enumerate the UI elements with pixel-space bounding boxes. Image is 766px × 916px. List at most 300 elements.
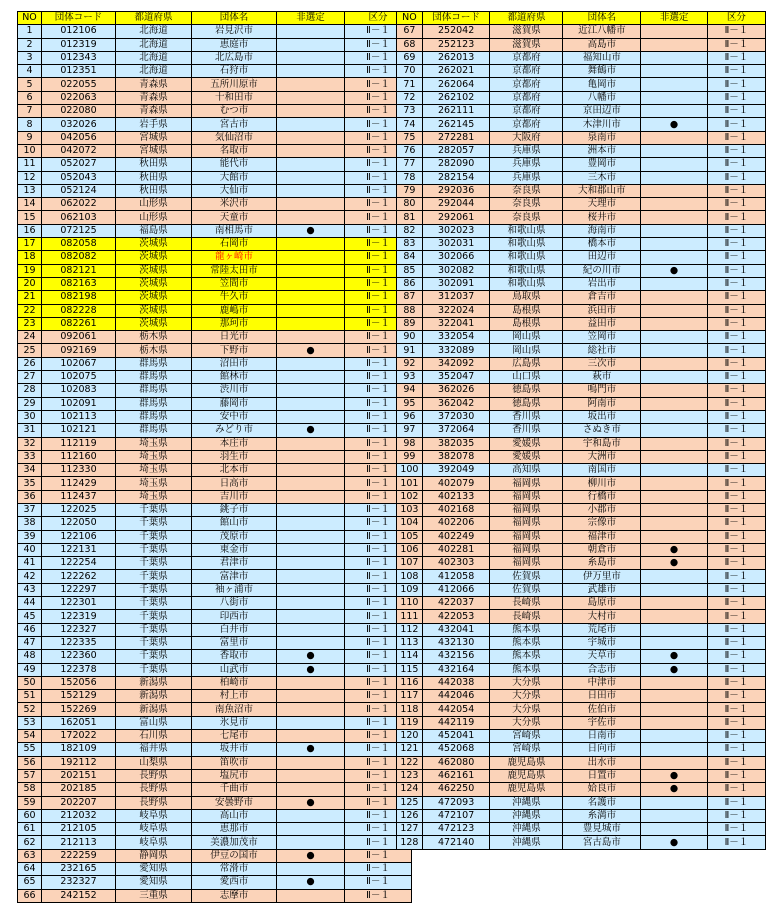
cell-city: 阿南市 [563, 397, 641, 410]
cell-non-selected [641, 610, 708, 623]
table-row [18, 650, 412, 663]
cell-city: 那珂市 [192, 317, 277, 330]
table-row [397, 158, 766, 171]
cell-prefecture: 滋賀県 [490, 25, 563, 38]
cell-prefecture: 青森県 [116, 78, 192, 91]
cell-no: 16 [18, 224, 42, 237]
cell-non-selected [641, 477, 708, 490]
cell-code: 112160 [42, 450, 116, 463]
cell-no: 38 [18, 517, 42, 530]
cell-kubun: Ⅱ－１ [345, 796, 412, 809]
cell-kubun: Ⅱ－１ [345, 543, 412, 556]
cell-prefecture: 秋田県 [116, 184, 192, 197]
cell-city: 八街市 [192, 597, 277, 610]
cell-code: 022080 [42, 105, 116, 118]
table-row [397, 570, 766, 583]
cell-non-selected: ● [641, 557, 708, 570]
cell-no: 14 [18, 198, 42, 211]
cell-prefecture: 新潟県 [116, 703, 192, 716]
cell-no: 2 [18, 38, 42, 51]
cell-no: 44 [18, 597, 42, 610]
cell-non-selected [641, 490, 708, 503]
cell-non-selected: ● [277, 224, 345, 237]
cell-no: 84 [397, 251, 423, 264]
cell-no: 50 [18, 676, 42, 689]
cell-non-selected [277, 889, 345, 902]
cell-code: 112330 [42, 464, 116, 477]
cell-city: 能代市 [192, 158, 277, 171]
cell-city: 十和田市 [192, 91, 277, 104]
table-row [18, 636, 412, 649]
cell-kubun: Ⅱ－１ [707, 38, 765, 51]
cell-kubun: Ⅱ－１ [707, 730, 765, 743]
header-code: 団体コード [42, 12, 116, 25]
cell-city: 名取市 [192, 144, 277, 157]
cell-code: 252123 [422, 38, 490, 51]
table-row [397, 623, 766, 636]
cell-no: 100 [397, 464, 423, 477]
cell-kubun: Ⅱ－１ [345, 769, 412, 782]
cell-city: 宮古島市 [563, 836, 641, 849]
table-row [397, 38, 766, 51]
cell-non-selected [277, 78, 345, 91]
cell-non-selected [641, 676, 708, 689]
cell-city: 茂原市 [192, 530, 277, 543]
cell-non-selected [277, 809, 345, 822]
cell-city: 石岡市 [192, 238, 277, 251]
cell-non-selected [277, 251, 345, 264]
cell-kubun: Ⅱ－１ [707, 291, 765, 304]
cell-prefecture: 奈良県 [490, 198, 563, 211]
cell-prefecture: 千葉県 [116, 503, 192, 516]
table-row [18, 158, 412, 171]
cell-no: 28 [18, 384, 42, 397]
cell-city: 海南市 [563, 224, 641, 237]
cell-non-selected [277, 144, 345, 157]
cell-no: 39 [18, 530, 42, 543]
cell-code: 432164 [422, 663, 490, 676]
cell-city: 北広島市 [192, 51, 277, 64]
table-row [18, 304, 412, 317]
cell-kubun: Ⅱ－１ [345, 251, 412, 264]
cell-non-selected [277, 410, 345, 423]
cell-city: 八幡市 [563, 91, 641, 104]
cell-no: 91 [397, 344, 423, 357]
cell-prefecture: 奈良県 [490, 211, 563, 224]
cell-city: 志摩市 [192, 889, 277, 902]
cell-code: 012343 [42, 51, 116, 64]
cell-no: 90 [397, 331, 423, 344]
cell-non-selected [277, 304, 345, 317]
table-row [397, 783, 766, 796]
cell-kubun: Ⅱ－１ [707, 198, 765, 211]
cell-prefecture: 富山県 [116, 716, 192, 729]
cell-prefecture: 広島県 [490, 357, 563, 370]
cell-code: 122319 [42, 610, 116, 623]
table-row [397, 91, 766, 104]
cell-no: 107 [397, 557, 423, 570]
cell-kubun: Ⅱ－１ [345, 25, 412, 38]
cell-kubun: Ⅱ－１ [345, 91, 412, 104]
cell-kubun: Ⅱ－１ [345, 557, 412, 570]
cell-non-selected [641, 756, 708, 769]
cell-code: 252042 [422, 25, 490, 38]
cell-non-selected [641, 304, 708, 317]
cell-kubun: Ⅱ－１ [345, 78, 412, 91]
table-row [397, 716, 766, 729]
cell-kubun: Ⅱ－１ [707, 663, 765, 676]
cell-city: 柏崎市 [192, 676, 277, 689]
cell-city: 豊岡市 [563, 158, 641, 171]
cell-prefecture: 青森県 [116, 91, 192, 104]
table-row [397, 490, 766, 503]
cell-non-selected [277, 384, 345, 397]
cell-code: 122327 [42, 623, 116, 636]
cell-city: 大館市 [192, 171, 277, 184]
cell-code: 122025 [42, 503, 116, 516]
cell-kubun: Ⅱ－１ [707, 25, 765, 38]
cell-no: 43 [18, 583, 42, 596]
cell-prefecture: 埼玉県 [116, 464, 192, 477]
cell-prefecture: 福岡県 [490, 490, 563, 503]
cell-no: 114 [397, 650, 423, 663]
cell-kubun: Ⅱ－１ [707, 743, 765, 756]
cell-non-selected: ● [277, 663, 345, 676]
cell-no: 105 [397, 530, 423, 543]
cell-city: 坂井市 [192, 743, 277, 756]
cell-code: 452041 [422, 730, 490, 743]
cell-non-selected [277, 676, 345, 689]
cell-non-selected [641, 51, 708, 64]
cell-city: 塩尻市 [192, 769, 277, 782]
cell-prefecture: 京都府 [490, 51, 563, 64]
cell-prefecture: 埼玉県 [116, 477, 192, 490]
cell-city: 天草市 [563, 650, 641, 663]
cell-kubun: Ⅱ－１ [707, 397, 765, 410]
cell-city: 館山市 [192, 517, 277, 530]
cell-kubun: Ⅱ－１ [345, 876, 412, 889]
cell-no: 46 [18, 623, 42, 636]
cell-code: 022063 [42, 91, 116, 104]
cell-no: 17 [18, 238, 42, 251]
cell-city: 高山市 [192, 809, 277, 822]
cell-city: 龍ヶ崎市 [192, 251, 277, 264]
cell-city: 伊万里市 [563, 570, 641, 583]
cell-code: 422053 [422, 610, 490, 623]
cell-city: 富津市 [192, 570, 277, 583]
cell-prefecture: 福岡県 [490, 477, 563, 490]
cell-non-selected [641, 570, 708, 583]
cell-kubun: Ⅱ－１ [345, 597, 412, 610]
cell-prefecture: 岡山県 [490, 344, 563, 357]
cell-prefecture: 鹿児島県 [490, 769, 563, 782]
cell-prefecture: 愛知県 [116, 876, 192, 889]
cell-non-selected [277, 291, 345, 304]
cell-city: 亀岡市 [563, 78, 641, 91]
cell-city: 福津市 [563, 530, 641, 543]
table-row [18, 889, 412, 902]
table-row [18, 211, 412, 224]
cell-city: 朝倉市 [563, 543, 641, 556]
cell-code: 412058 [422, 570, 490, 583]
cell-city: 洲本市 [563, 144, 641, 157]
cell-prefecture: 愛媛県 [490, 450, 563, 463]
table-row [18, 397, 412, 410]
cell-code: 402281 [422, 543, 490, 556]
cell-no: 65 [18, 876, 42, 889]
cell-code: 122378 [42, 663, 116, 676]
cell-kubun: Ⅱ－１ [707, 171, 765, 184]
cell-kubun: Ⅱ－１ [707, 477, 765, 490]
cell-non-selected: ● [641, 118, 708, 131]
table-row [397, 464, 766, 477]
table-row [18, 357, 412, 370]
table-row [397, 211, 766, 224]
cell-kubun: Ⅱ－１ [345, 38, 412, 51]
cell-non-selected: ● [277, 344, 345, 357]
cell-prefecture: 群馬県 [116, 384, 192, 397]
cell-kubun: Ⅱ－１ [345, 450, 412, 463]
table-row [397, 610, 766, 623]
cell-prefecture: 長野県 [116, 783, 192, 796]
cell-kubun: Ⅱ－１ [707, 118, 765, 131]
cell-city: 渋川市 [192, 384, 277, 397]
cell-prefecture: 熊本県 [490, 650, 563, 663]
cell-prefecture: 群馬県 [116, 371, 192, 384]
cell-city: 七尾市 [192, 730, 277, 743]
cell-code: 432130 [422, 636, 490, 649]
cell-code: 332054 [422, 331, 490, 344]
cell-no: 15 [18, 211, 42, 224]
cell-no: 81 [397, 211, 423, 224]
cell-prefecture: 千葉県 [116, 610, 192, 623]
cell-kubun: Ⅱ－１ [707, 583, 765, 596]
cell-kubun: Ⅱ－１ [345, 384, 412, 397]
cell-prefecture: 群馬県 [116, 410, 192, 423]
cell-non-selected [277, 597, 345, 610]
cell-city: 日南市 [563, 730, 641, 743]
cell-code: 442119 [422, 716, 490, 729]
cell-prefecture: 福岡県 [490, 517, 563, 530]
cell-no: 26 [18, 357, 42, 370]
cell-code: 422037 [422, 597, 490, 610]
cell-no: 8 [18, 118, 42, 131]
cell-prefecture: 和歌山県 [490, 224, 563, 237]
cell-city: 橋本市 [563, 238, 641, 251]
table-row [18, 716, 412, 729]
cell-city: 東金市 [192, 543, 277, 556]
cell-non-selected [641, 424, 708, 437]
cell-city: 安中市 [192, 410, 277, 423]
cell-no: 122 [397, 756, 423, 769]
cell-no: 119 [397, 716, 423, 729]
cell-city: 宗像市 [563, 517, 641, 530]
cell-non-selected [277, 118, 345, 131]
cell-city: 出水市 [563, 756, 641, 769]
cell-prefecture: 香川県 [490, 424, 563, 437]
cell-city: 常陸太田市 [192, 264, 277, 277]
cell-city: 本庄市 [192, 437, 277, 450]
cell-city: 坂出市 [563, 410, 641, 423]
cell-code: 472140 [422, 836, 490, 849]
cell-kubun: Ⅱ－１ [707, 144, 765, 157]
table-row [18, 583, 412, 596]
cell-kubun: Ⅱ－１ [345, 51, 412, 64]
cell-prefecture: 千葉県 [116, 570, 192, 583]
cell-kubun: Ⅱ－１ [345, 863, 412, 876]
cell-code: 402303 [422, 557, 490, 570]
right-table-body [397, 25, 766, 849]
header-code: 団体コード [422, 12, 490, 25]
table-row [397, 543, 766, 556]
cell-kubun: Ⅱ－１ [345, 636, 412, 649]
cell-no: 95 [397, 397, 423, 410]
cell-no: 61 [18, 823, 42, 836]
cell-no: 18 [18, 251, 42, 264]
cell-city: 白井市 [192, 623, 277, 636]
cell-kubun: Ⅱ－１ [345, 849, 412, 862]
cell-prefecture: 長野県 [116, 769, 192, 782]
cell-code: 462250 [422, 783, 490, 796]
table-row [397, 51, 766, 64]
cell-kubun: Ⅱ－１ [345, 118, 412, 131]
cell-kubun: Ⅱ－１ [345, 238, 412, 251]
cell-code: 112119 [42, 437, 116, 450]
cell-no: 117 [397, 690, 423, 703]
cell-kubun: Ⅱ－１ [707, 264, 765, 277]
table-row [397, 703, 766, 716]
cell-non-selected [277, 91, 345, 104]
header-non-selected: 非選定 [641, 12, 708, 25]
cell-no: 36 [18, 490, 42, 503]
cell-city: 印西市 [192, 610, 277, 623]
table-row [397, 530, 766, 543]
cell-city: 笠岡市 [563, 331, 641, 344]
cell-kubun: Ⅱ－１ [345, 65, 412, 78]
cell-city: 気仙沼市 [192, 131, 277, 144]
cell-no: 83 [397, 238, 423, 251]
cell-prefecture: 滋賀県 [490, 38, 563, 51]
cell-code: 042056 [42, 131, 116, 144]
cell-no: 79 [397, 184, 423, 197]
cell-code: 452068 [422, 743, 490, 756]
cell-non-selected [277, 823, 345, 836]
cell-prefecture: 山口県 [490, 371, 563, 384]
cell-city: 日向市 [563, 743, 641, 756]
cell-city: 柳川市 [563, 477, 641, 490]
cell-no: 82 [397, 224, 423, 237]
cell-no: 102 [397, 490, 423, 503]
header-prefecture: 都道府県 [116, 12, 192, 25]
cell-kubun: Ⅱ－１ [345, 690, 412, 703]
cell-prefecture: 群馬県 [116, 424, 192, 437]
cell-non-selected [277, 158, 345, 171]
cell-kubun: Ⅱ－１ [707, 570, 765, 583]
cell-kubun: Ⅱ－１ [345, 224, 412, 237]
cell-kubun: Ⅱ－１ [345, 184, 412, 197]
cell-prefecture: 岩手県 [116, 118, 192, 131]
table-row [397, 583, 766, 596]
cell-non-selected [641, 105, 708, 118]
table-row [397, 424, 766, 437]
cell-city: 大村市 [563, 610, 641, 623]
cell-non-selected: ● [277, 650, 345, 663]
cell-prefecture: 宮崎県 [490, 743, 563, 756]
table-row [397, 277, 766, 290]
cell-kubun: Ⅱ－１ [345, 517, 412, 530]
cell-prefecture: 兵庫県 [490, 171, 563, 184]
cell-non-selected: ● [277, 876, 345, 889]
cell-city: 総社市 [563, 344, 641, 357]
cell-kubun: Ⅱ－１ [345, 131, 412, 144]
cell-code: 082058 [42, 238, 116, 251]
table-row [18, 238, 412, 251]
cell-no: 111 [397, 610, 423, 623]
cell-non-selected [277, 610, 345, 623]
cell-code: 092169 [42, 344, 116, 357]
cell-kubun: Ⅱ－１ [345, 823, 412, 836]
cell-kubun: Ⅱ－１ [345, 490, 412, 503]
cell-prefecture: 熊本県 [490, 636, 563, 649]
cell-non-selected [277, 51, 345, 64]
table-row [18, 251, 412, 264]
cell-city: 福知山市 [563, 51, 641, 64]
cell-prefecture: 千葉県 [116, 623, 192, 636]
cell-kubun: Ⅱ－１ [707, 783, 765, 796]
cell-code: 322024 [422, 304, 490, 317]
cell-no: 66 [18, 889, 42, 902]
cell-kubun: Ⅱ－１ [345, 424, 412, 437]
cell-kubun: Ⅱ－１ [345, 437, 412, 450]
cell-code: 292044 [422, 198, 490, 211]
table-row [18, 769, 412, 782]
cell-no: 63 [18, 849, 42, 862]
cell-non-selected: ● [641, 783, 708, 796]
cell-kubun: Ⅱ－１ [707, 65, 765, 78]
cell-code: 112429 [42, 477, 116, 490]
table-row [397, 371, 766, 384]
cell-non-selected [641, 796, 708, 809]
cell-no: 101 [397, 477, 423, 490]
cell-kubun: Ⅱ－１ [345, 211, 412, 224]
cell-city: 武雄市 [563, 583, 641, 596]
table-row [397, 304, 766, 317]
cell-city: 恵庭市 [192, 38, 277, 51]
cell-city: 安曇野市 [192, 796, 277, 809]
cell-non-selected [277, 517, 345, 530]
cell-prefecture: 北海道 [116, 38, 192, 51]
table-row [397, 597, 766, 610]
cell-non-selected [641, 703, 708, 716]
table-row [18, 663, 412, 676]
cell-no: 20 [18, 277, 42, 290]
cell-non-selected [277, 783, 345, 796]
cell-city: 大和郡山市 [563, 184, 641, 197]
cell-non-selected [277, 131, 345, 144]
cell-prefecture: 京都府 [490, 78, 563, 91]
cell-city: 鹿嶋市 [192, 304, 277, 317]
cell-code: 052043 [42, 171, 116, 184]
cell-no: 1 [18, 25, 42, 38]
cell-no: 96 [397, 410, 423, 423]
cell-no: 73 [397, 105, 423, 118]
cell-non-selected [277, 397, 345, 410]
cell-no: 69 [397, 51, 423, 64]
cell-code: 462161 [422, 769, 490, 782]
cell-kubun: Ⅱ－１ [345, 344, 412, 357]
cell-no: 60 [18, 809, 42, 822]
cell-city: 君津市 [192, 557, 277, 570]
